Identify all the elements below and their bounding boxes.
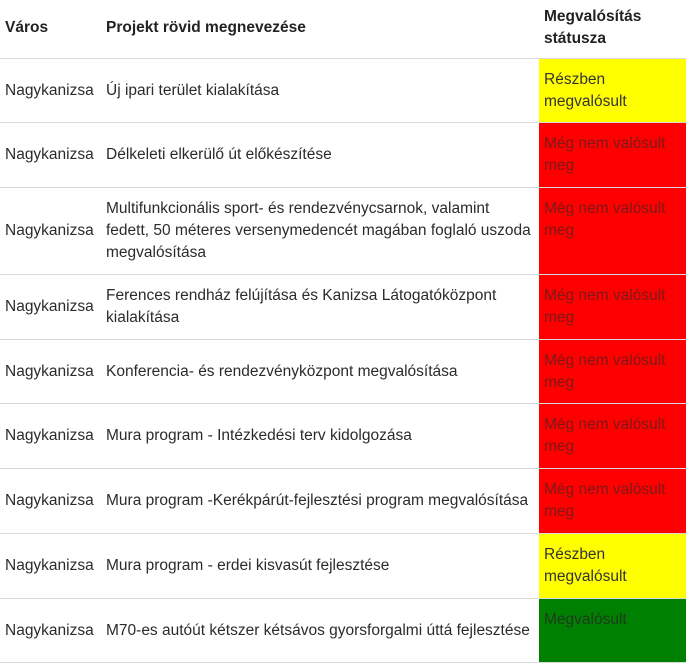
cell-project: Multifunkcionális sport- és rendezvénycsarnok, valamint fedett, 50 méteres versenymedencét magában foglaló uszoda megvalósítása bbox=[101, 188, 539, 275]
table-row bbox=[0, 340, 686, 404]
cell-city: Nagykanizsa bbox=[0, 404, 101, 469]
cell-city: Nagykanizsa bbox=[0, 123, 101, 188]
cell-city: Nagykanizsa bbox=[0, 340, 101, 404]
table-row bbox=[0, 534, 686, 599]
table-row bbox=[0, 188, 686, 275]
table-row bbox=[0, 275, 686, 340]
cell-status: Részben megvalósult bbox=[539, 534, 686, 599]
cell-status: Még nem valósult meg bbox=[539, 123, 686, 188]
header-project: Projekt rövid megnevezése bbox=[101, 0, 539, 59]
table-row bbox=[0, 59, 686, 123]
cell-project: Mura program - Intézkedési terv kidolgozása bbox=[101, 404, 539, 469]
cell-project: Mura program -Kerékpárút-fejlesztési program megvalósítása bbox=[101, 469, 539, 534]
table-row bbox=[0, 599, 686, 663]
cell-status: Részben megvalósult bbox=[539, 59, 686, 123]
cell-status: Megvalósult bbox=[539, 599, 686, 663]
cell-project: Konferencia- és rendezvényközpont megvalósítása bbox=[101, 340, 539, 404]
cell-project: Új ipari terület kialakítása bbox=[101, 59, 539, 123]
header-city: Város bbox=[0, 0, 101, 59]
cell-city: Nagykanizsa bbox=[0, 275, 101, 340]
table-row bbox=[0, 404, 686, 469]
header-status: Megvalósítás státusza bbox=[539, 0, 686, 59]
cell-status: Még nem valósult meg bbox=[539, 188, 686, 275]
table-row bbox=[0, 123, 686, 188]
cell-city: Nagykanizsa bbox=[0, 534, 101, 599]
cell-status: Még nem valósult meg bbox=[539, 404, 686, 469]
cell-project: Délkeleti elkerülő út előkészítése bbox=[101, 123, 539, 188]
cell-city: Nagykanizsa bbox=[0, 469, 101, 534]
cell-city: Nagykanizsa bbox=[0, 59, 101, 123]
cell-status: Még nem valósult meg bbox=[539, 340, 686, 404]
cell-city: Nagykanizsa bbox=[0, 188, 101, 275]
table-row bbox=[0, 469, 686, 534]
cell-project: M70-es autóút kétszer kétsávos gyorsforgalmi úttá fejlesztése bbox=[101, 599, 539, 663]
table-header-row bbox=[0, 0, 686, 59]
cell-project: Mura program - erdei kisvasút fejlesztése bbox=[101, 534, 539, 599]
cell-project: Ferences rendház felújítása és Kanizsa Látogatóközpont kialakítása bbox=[101, 275, 539, 340]
cell-city: Nagykanizsa bbox=[0, 599, 101, 663]
cell-status: Még nem valósult meg bbox=[539, 275, 686, 340]
cell-status: Még nem valósult meg bbox=[539, 469, 686, 534]
